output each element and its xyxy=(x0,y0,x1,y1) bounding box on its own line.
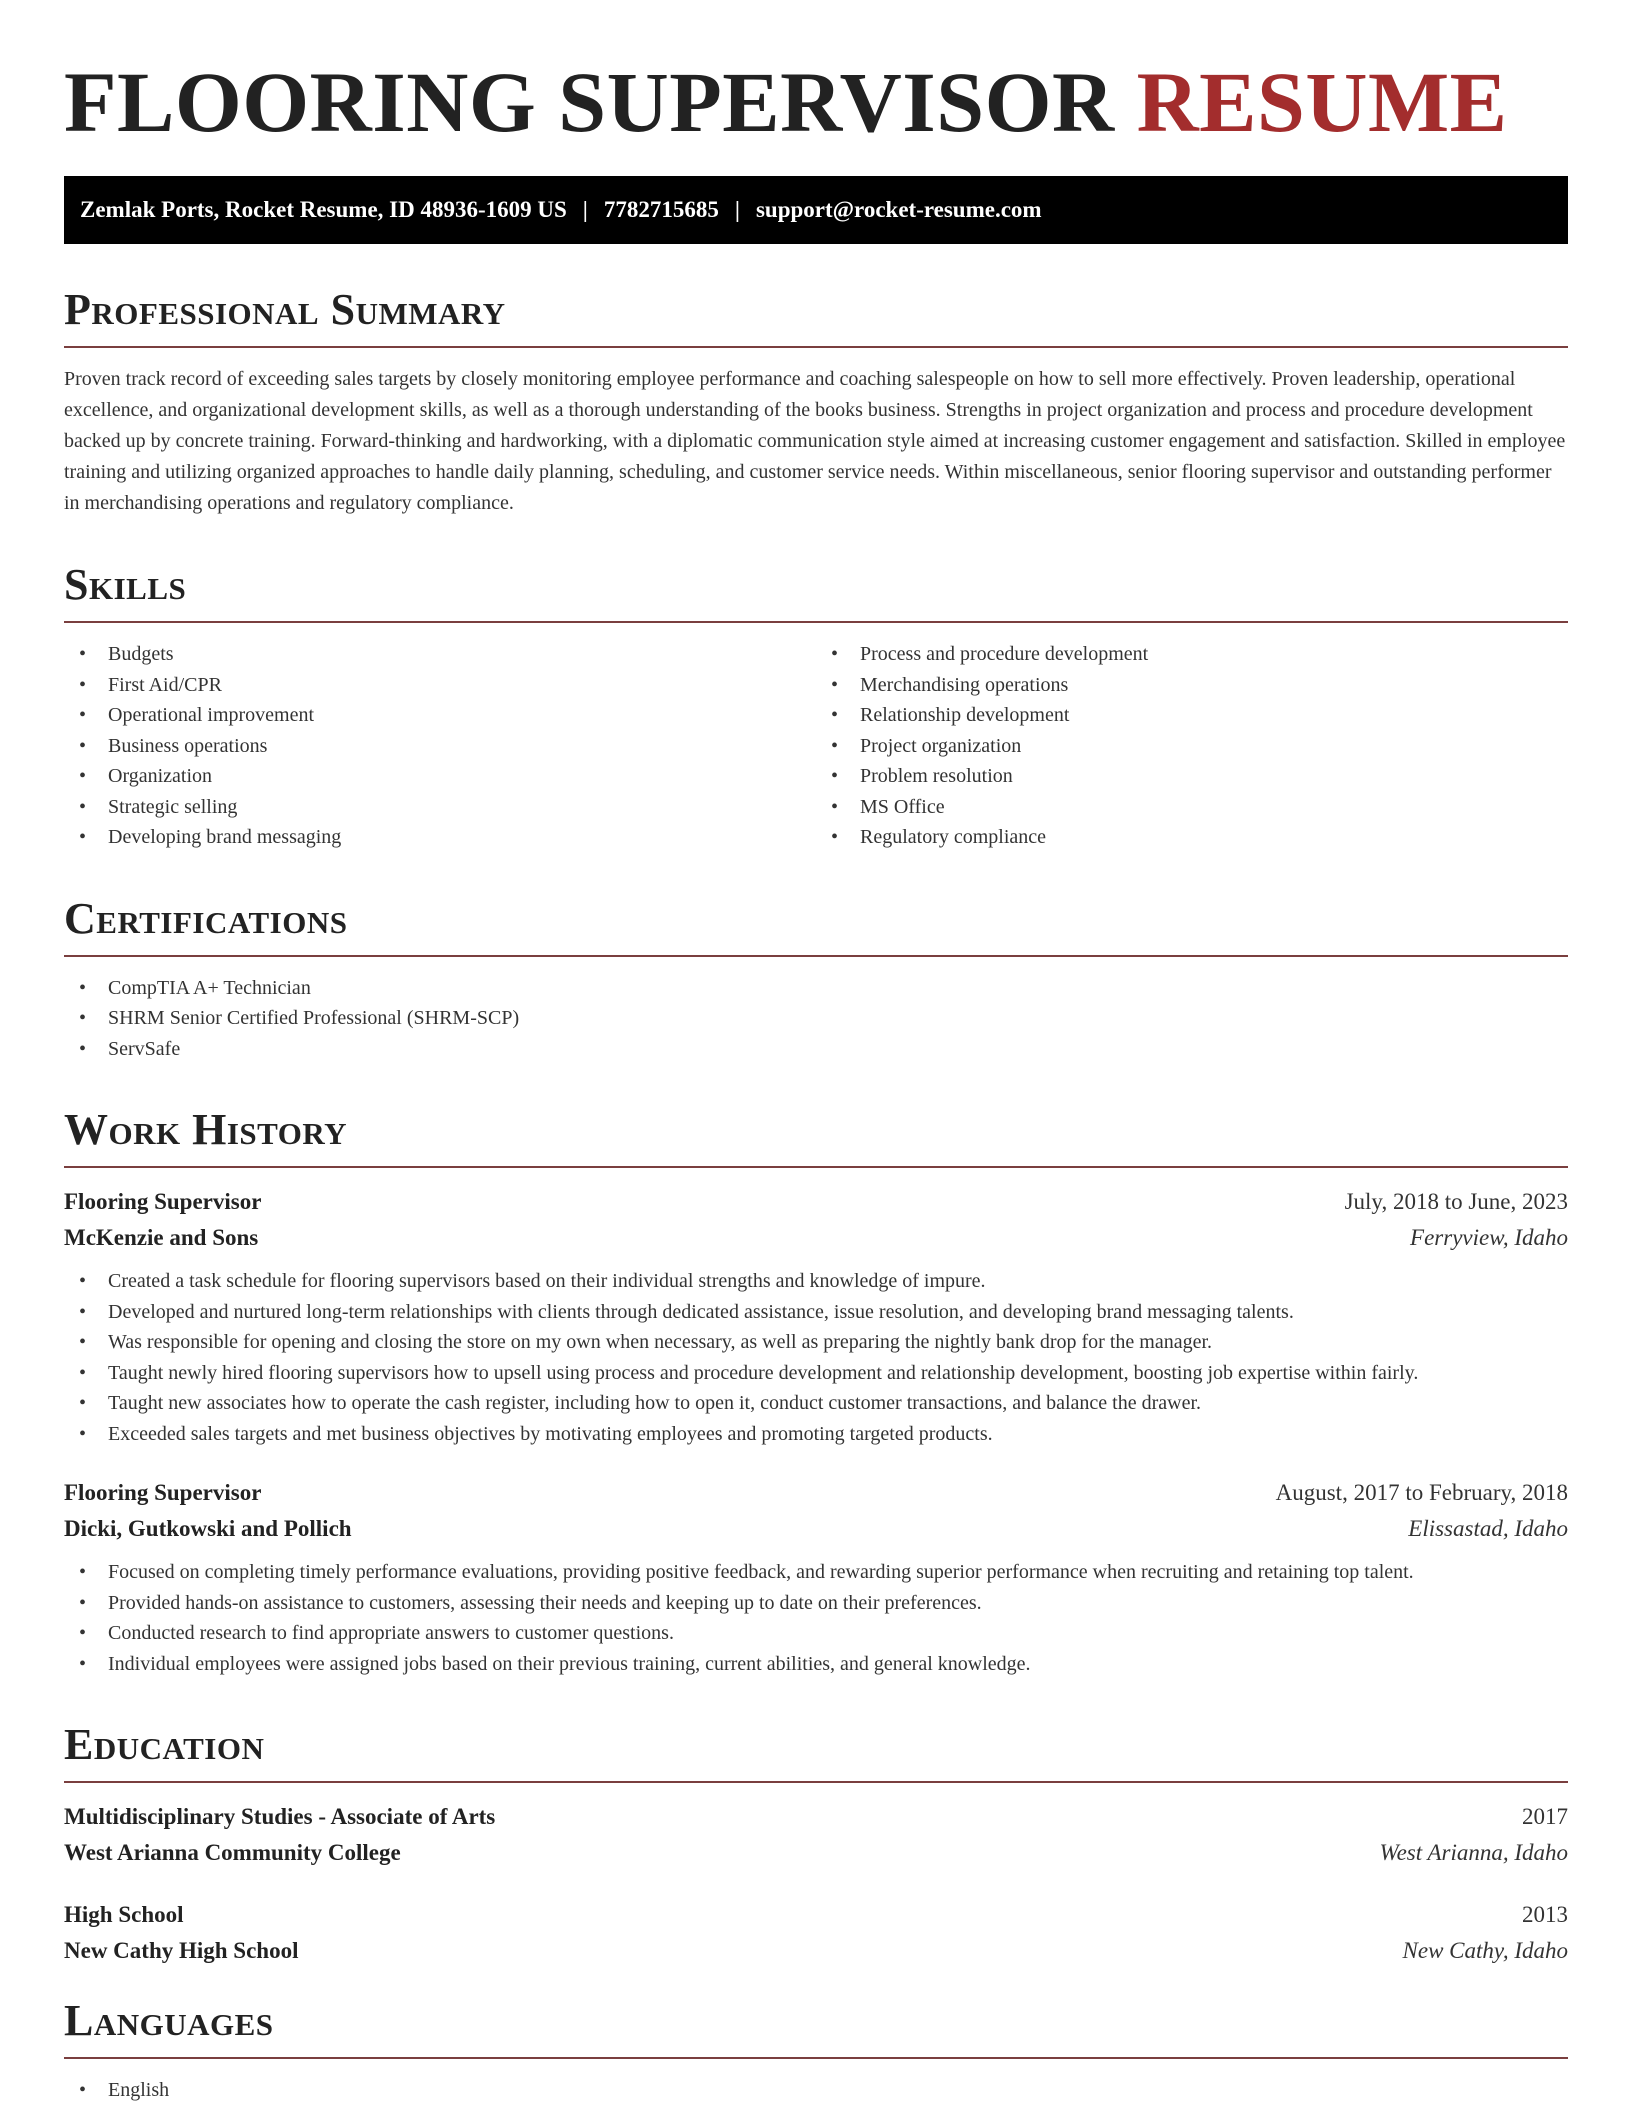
job-bullets xyxy=(64,1266,1568,1449)
education-school-row xyxy=(64,1835,1568,1871)
certifications-list xyxy=(64,973,1568,1065)
contact-address: Zemlak Ports, Rocket Resume, ID 48936-1609 US xyxy=(80,197,567,222)
job-entry xyxy=(64,1184,1568,1449)
skill-item: • Regulatory compliance xyxy=(816,822,1568,853)
section-divider xyxy=(64,621,1568,623)
job-location: Elissastad, Idaho xyxy=(1408,1516,1568,1541)
section-divider xyxy=(64,346,1568,348)
job-bullet: • Conducted research to find appropriate answers to customer questions. xyxy=(64,1618,1568,1649)
contact-separator: | xyxy=(734,197,740,222)
job-bullet: • Exceeded sales targets and met business objectives by motivating employees and promoting targeted products. xyxy=(64,1419,1568,1450)
job-entry xyxy=(64,1475,1568,1679)
job-bullet: • Was responsible for opening and closing the store on my own when necessary, as well as preparing the nightly bank drop for the manager. xyxy=(64,1327,1568,1358)
section-divider xyxy=(64,955,1568,957)
education-degree-row xyxy=(64,1897,1568,1933)
skills-section xyxy=(64,559,1568,853)
languages-section xyxy=(64,1995,1568,2106)
job-company: McKenzie and Sons xyxy=(64,1225,259,1250)
language-item: • English xyxy=(64,2075,1568,2106)
skill-item: • MS Office xyxy=(816,792,1568,823)
job-company-row xyxy=(64,1511,1568,1547)
job-bullets xyxy=(64,1557,1568,1679)
education-school: West Arianna Community College xyxy=(64,1840,401,1865)
education-entry xyxy=(64,1897,1568,1969)
section-heading: Certifications xyxy=(64,893,348,943)
section-heading: Languages xyxy=(64,1996,274,2045)
job-dates: August, 2017 to February, 2018 xyxy=(1275,1480,1568,1505)
job-company-row xyxy=(64,1220,1568,1256)
skills-list-right xyxy=(816,639,1568,853)
skill-item: • Developing brand messaging xyxy=(64,822,816,853)
job-bullet: • Focused on completing timely performance evaluations, providing positive feedback, and rewarding superior performance when recruiting and retaining top talent. xyxy=(64,1557,1568,1588)
education-degree: Multidisciplinary Studies - Associate of Arts xyxy=(64,1804,496,1829)
summary-text: Proven track record of exceeding sales targets by closely monitoring employee performance and coaching salespeople on how to sell more effectively. Proven leadership, operational excellence, and organizational development skills, as well as a thorough understanding of the books business. Strengths in project organization and process and procedure development backed up by concrete training. Forward-thinking and hardworking, with a diplomatic communication style aimed at increasing customer engagement and satisfaction. Skilled in employee training and utilizing organized approaches to handle daily planning, scheduling, and customer service needs. Within miscellaneous, senior flooring supervisor and outstanding performer in merchandising operations and regulatory compliance. xyxy=(64,368,1566,514)
job-bullet: • Taught newly hired flooring supervisors how to upsell using process and procedure development and relationship development, boosting job expertise within fairly. xyxy=(64,1358,1568,1389)
job-title: Flooring Supervisor xyxy=(64,1480,262,1505)
work-history-section xyxy=(64,1104,1568,1679)
resume-title xyxy=(64,52,1568,152)
education-entry xyxy=(64,1799,1568,1871)
skill-item: • Organization xyxy=(64,761,816,792)
job-bullet: • Taught new associates how to operate the cash register, including how to open it, conduct customer transactions, and balance the drawer. xyxy=(64,1388,1568,1419)
skill-item: • Merchandising operations xyxy=(816,670,1568,701)
contact-separator: | xyxy=(582,197,588,222)
certification-item: • ServSafe xyxy=(64,1034,1568,1065)
job-header-row xyxy=(64,1475,1568,1511)
summary-section xyxy=(64,284,1568,519)
section-divider xyxy=(64,1166,1568,1168)
section-heading: Work History xyxy=(64,1105,348,1154)
skill-item: • Process and procedure development xyxy=(816,639,1568,670)
skills-list-left xyxy=(64,639,816,853)
skill-item: • First Aid/CPR xyxy=(64,670,816,701)
education-school: New Cathy High School xyxy=(64,1938,299,1963)
languages-list xyxy=(64,2075,1568,2106)
education-degree: High School xyxy=(64,1902,184,1927)
skill-item: • Project organization xyxy=(816,731,1568,762)
contact-email[interactable]: support@rocket-resume.com xyxy=(755,197,1042,222)
job-dates: July, 2018 to June, 2023 xyxy=(1344,1189,1568,1214)
job-bullet: • Individual employees were assigned jobs based on their previous training, current abilities, and general knowledge. xyxy=(64,1649,1568,1680)
job-company: Dicki, Gutkowski and Pollich xyxy=(64,1516,352,1541)
section-heading: Education xyxy=(64,1720,265,1769)
skills-columns xyxy=(64,639,1568,853)
education-location: West Arianna, Idaho xyxy=(1379,1840,1568,1865)
certification-item: • SHRM Senior Certified Professional (SHRM-SCP) xyxy=(64,1003,1568,1034)
education-location: New Cathy, Idaho xyxy=(1402,1938,1568,1963)
section-heading: Professional Summary xyxy=(64,285,506,334)
contact-bar xyxy=(64,176,1568,244)
job-title: Flooring Supervisor xyxy=(64,1189,262,1214)
education-school-row xyxy=(64,1933,1568,1969)
title-main: FLOORING SUPERVISOR xyxy=(64,54,1115,150)
job-bullet: • Developed and nurtured long-term relationships with clients through dedicated assistance, issue resolution, and developing brand messaging talents. xyxy=(64,1297,1568,1328)
job-header-row xyxy=(64,1184,1568,1220)
certifications-section xyxy=(64,893,1568,1065)
contact-phone: 7782715685 xyxy=(603,197,719,222)
education-year: 2017 xyxy=(1522,1804,1568,1829)
education-year: 2013 xyxy=(1522,1902,1568,1927)
skill-item: • Problem resolution xyxy=(816,761,1568,792)
section-divider xyxy=(64,1781,1568,1783)
skill-item: • Operational improvement xyxy=(64,700,816,731)
education-section xyxy=(64,1719,1568,1969)
education-degree-row xyxy=(64,1799,1568,1835)
skill-item: • Budgets xyxy=(64,639,816,670)
section-divider xyxy=(64,2057,1568,2059)
skill-item: • Strategic selling xyxy=(64,792,816,823)
job-bullet: • Created a task schedule for flooring supervisors based on their individual strengths and knowledge of impure. xyxy=(64,1266,1568,1297)
section-heading: Skills xyxy=(64,560,187,609)
title-accent: RESUME xyxy=(1136,54,1508,150)
skill-item: • Relationship development xyxy=(816,700,1568,731)
certification-item: • CompTIA A+ Technician xyxy=(64,973,1568,1004)
skill-item: • Business operations xyxy=(64,731,816,762)
job-bullet: • Provided hands-on assistance to customers, assessing their needs and keeping up to date on their preferences. xyxy=(64,1588,1568,1619)
job-location: Ferryview, Idaho xyxy=(1410,1225,1568,1250)
